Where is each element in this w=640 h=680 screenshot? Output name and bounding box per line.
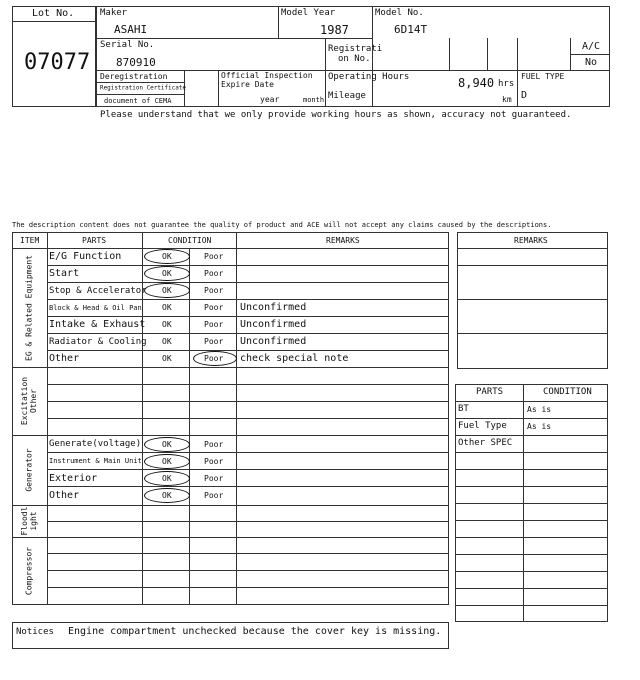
operating-hours-value: 8,940 bbox=[458, 76, 495, 90]
poor-option: Poor bbox=[204, 320, 224, 329]
ok-circle-mark bbox=[144, 454, 190, 469]
ok-option: OK bbox=[162, 491, 172, 500]
maker-value: ASAHI bbox=[114, 23, 148, 36]
month-label: month bbox=[303, 96, 325, 104]
poor-option: Poor bbox=[204, 269, 224, 278]
part-label: Exterior bbox=[49, 473, 98, 484]
model-year-value: 1987 bbox=[320, 23, 349, 37]
hrs-unit: hrs bbox=[498, 79, 515, 89]
item-header: ITEM bbox=[20, 236, 40, 245]
fuel-type-value: D bbox=[521, 90, 528, 101]
operating-hours-label: Operating Hours bbox=[328, 72, 410, 82]
poor-option: Poor bbox=[204, 491, 224, 500]
ok-option: OK bbox=[162, 337, 172, 346]
ok-option: OK bbox=[162, 354, 172, 363]
part-label: Stop & Accelerator bbox=[49, 286, 147, 296]
ok-circle-mark bbox=[144, 471, 190, 486]
ok-circle-mark bbox=[144, 488, 190, 503]
part-label: Radiator & Cooling bbox=[49, 337, 147, 347]
official-inspection-label-2: Expire Date bbox=[221, 80, 274, 89]
part-label: Other bbox=[49, 490, 80, 501]
poor-option: Poor bbox=[204, 337, 224, 346]
document-cema-label: document of CEMA bbox=[104, 97, 172, 105]
registration-certificate-label: Registration Certificate bbox=[100, 84, 186, 91]
part-label: Other bbox=[49, 353, 80, 364]
poor-option: Poor bbox=[204, 354, 224, 363]
poor-option: Poor bbox=[204, 286, 224, 295]
remarks-header: REMARKS bbox=[326, 236, 360, 245]
part-label: Block & Head & Oil Pan bbox=[49, 304, 142, 312]
right-condition-value: As is bbox=[527, 422, 552, 431]
remark-text: Unconfirmed bbox=[240, 319, 307, 330]
section-floodlight-label bbox=[21, 507, 39, 536]
section-excitation-line-1: Excitation bbox=[20, 376, 30, 426]
ok-option: OK bbox=[162, 303, 172, 312]
km-unit: km bbox=[502, 95, 512, 104]
right-condition-value: As is bbox=[527, 405, 552, 414]
remark-text: check special note bbox=[240, 353, 349, 364]
right-part-label: Other SPEC bbox=[458, 438, 513, 448]
right-condition-header: CONDITION bbox=[543, 387, 592, 397]
remark-text: Unconfirmed bbox=[240, 302, 307, 313]
ok-option: OK bbox=[162, 320, 172, 329]
maker-label: Maker bbox=[100, 8, 128, 18]
right-part-label: Fuel Type bbox=[458, 421, 507, 431]
remark-text: Unconfirmed bbox=[240, 336, 307, 347]
poor-option: Poor bbox=[204, 457, 224, 466]
notices-label: Notices bbox=[16, 627, 54, 637]
registration-no-label-2: on No. bbox=[338, 54, 371, 64]
parts-header: PARTS bbox=[82, 236, 107, 245]
condition-header: CONDITION bbox=[168, 236, 212, 245]
model-no-label: Model No. bbox=[375, 8, 424, 18]
lot-no-label: Lot No. bbox=[32, 8, 75, 19]
lot-no-value: 07077 bbox=[24, 50, 91, 75]
model-no-value: 6D14T bbox=[394, 23, 428, 36]
section-floodlight-line-1: Floodl bbox=[20, 506, 30, 536]
right-parts-header: PARTS bbox=[476, 387, 504, 397]
official-inspection-label-1: Official Inspection bbox=[221, 71, 313, 80]
poor-option: Poor bbox=[204, 474, 224, 483]
section-compressor-label: Compressor bbox=[24, 546, 34, 596]
ok-option: OK bbox=[162, 457, 172, 466]
serial-no-label: Serial No. bbox=[100, 40, 155, 50]
mileage-label: Mileage bbox=[328, 91, 366, 101]
ok-option: OK bbox=[162, 286, 172, 295]
part-label: Instrument & Main Unit bbox=[49, 457, 142, 465]
poor-option: Poor bbox=[204, 252, 224, 261]
right-remarks-header: REMARKS bbox=[514, 236, 548, 245]
serial-no-value: 870910 bbox=[116, 56, 156, 69]
ok-circle-mark bbox=[144, 266, 190, 281]
hours-disclaimer: Please understand that we only provide working hours as shown, accuracy not guaranteed. bbox=[100, 110, 572, 120]
ok-circle-mark bbox=[144, 437, 190, 452]
poor-circle-mark bbox=[193, 351, 237, 366]
poor-option: Poor bbox=[204, 440, 224, 449]
ok-option: OK bbox=[162, 252, 172, 261]
part-label: Start bbox=[49, 268, 80, 279]
deregistration-label: Deregistration bbox=[100, 72, 168, 81]
right-part-label: BT bbox=[458, 404, 469, 414]
description-disclaimer: The description content does not guarantee the quality of product and ACE will not accept any claims caused by the descriptions. bbox=[12, 221, 552, 229]
section-excitation-line-2: Other bbox=[29, 388, 38, 414]
ok-circle-mark bbox=[144, 249, 190, 264]
year-label: year bbox=[260, 95, 280, 104]
part-label: E/G Function bbox=[49, 251, 122, 262]
section-excitation-label bbox=[21, 377, 39, 425]
ok-option: OK bbox=[162, 474, 172, 483]
part-label: Intake & Exhaust bbox=[49, 319, 146, 330]
ok-circle-mark bbox=[144, 283, 190, 298]
ac-value: No bbox=[585, 57, 598, 68]
section-floodlight-line-2: ight bbox=[29, 511, 38, 531]
section-generator-label: Generator bbox=[24, 448, 34, 492]
notices-text: Engine compartment unchecked because the cover key is missing. bbox=[68, 626, 442, 637]
ac-label: A/C bbox=[582, 41, 601, 52]
registration-no-label-1: Registrati bbox=[328, 44, 383, 54]
section-eg-label: EG & Related Equipment bbox=[24, 255, 34, 361]
model-year-label: Model Year bbox=[281, 8, 336, 18]
part-label: Generate(voltage) bbox=[49, 439, 142, 449]
ok-option: OK bbox=[162, 269, 172, 278]
fuel-type-label: FUEL TYPE bbox=[521, 72, 565, 81]
poor-option: Poor bbox=[204, 303, 224, 312]
ok-option: OK bbox=[162, 440, 172, 449]
